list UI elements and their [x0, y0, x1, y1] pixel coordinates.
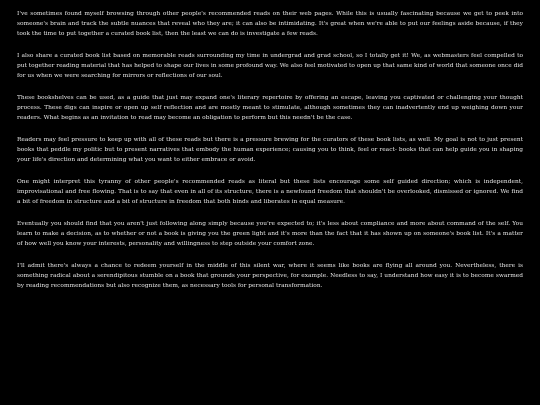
paragraph-1: I've sometimes found myself browsing through other people's recommended reads on their web pages. While this is usually fascinating because we get to peek into someone's brain and track the subtle nuances that reveal who they are; it can also be intimidating. It's great when we're able to put our feelings aside because, if they took the time to put together a curated book list, then the least we can do is investigate a few reads.: [17, 11, 523, 38]
paragraph-7: I'll admit there's always a chance to redeem yourself in the middle of this silent war, where it seems like books are flying all around you. Nevertheless, there is something radical about a serendipitous stumble on a book that grounds your perspective, for example. Needless to say, I understand how easy it is to become swarmed by reading recommendations but also recognize them, as necessary tools for personal transformation.: [17, 262, 523, 289]
paragraph-2: I also share a curated book list based on memorable reads surrounding my time in undergrad and grad school, so I totally get it! We, as webmasters feel compelled to put together reading material that has helped to shape our lives in some profound way. We also feel motivated to open up that same kind of world that someone once did for us when we were searching for mirrors or reflections of our soul.: [17, 52, 523, 80]
article-body: [17, 9, 523, 303]
paragraph-4: Readers may feel pressure to keep up with all of these reads but there is a pressure brewing for the curators of these book lists, as well. My goal is not to just present books that peddle my politic but to present narratives that embody the human experience; causing you to think, feel or react- books that can help guide you in shaping your life's direction and determining what you want to either embrace or avoid.: [17, 136, 523, 164]
paragraph-3: These bookshelves can be used, as a guide that just may expand one's literary repertoire by offering an escape, leaving you captivated or challenging your thought process. These digs can inspire or open up self reflection and are mostly meant to stimulate, although sometimes they can inadvertently end up weighing down your readers. What begins as an invitation to read may become an obligation to perform but this needn't be the case.: [17, 94, 523, 122]
paragraph-6: Eventually you should find that you aren't just following along simply because you're expected to; it's less about compliance and more about command of the self. You learn to make a decision, as to whether or not a book is giving you the green light and it's more than the fact that it has shown up on someone's book list. It's a matter of how well you know your interests, personality and willingness to step outside your comfort zone.: [17, 220, 523, 248]
paragraph-5: One might interpret this tyranny of other people's recommended reads as literal but these lists encourage some self guided direction; which is independent, improvisational and free flowing. That is to say that even in all of its structure, there is a newfound freedom that shouldn't be overlooked, dismissed or ignored. We find a bit of freedom in structure and a bit of structure in freedom that both binds and liberates in equal measure.: [17, 178, 523, 206]
